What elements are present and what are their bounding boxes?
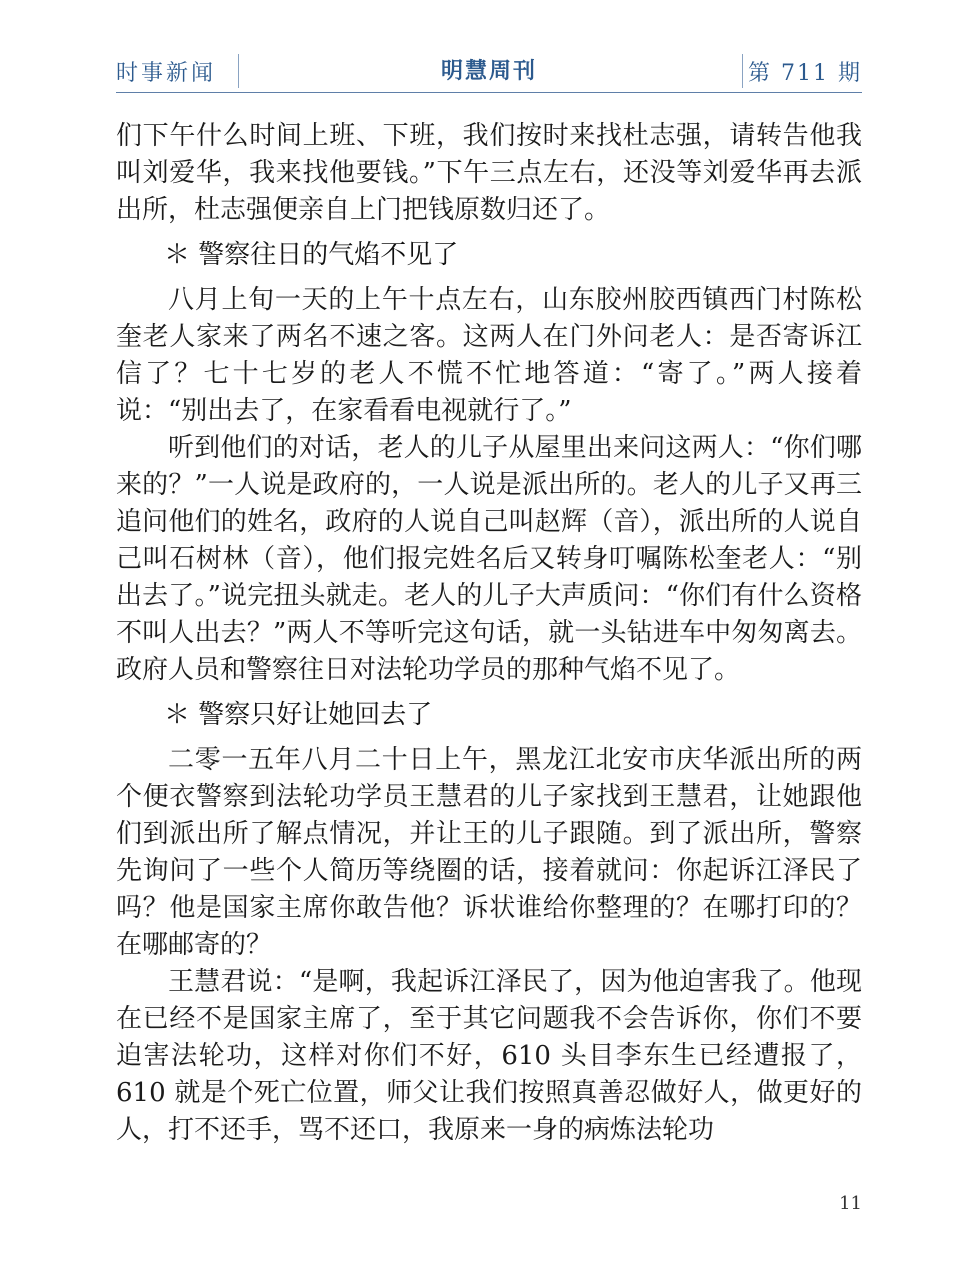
section-label: 时事新闻: [116, 61, 217, 86]
subheading-1: ＊ 警察往日的气焰不见了: [164, 240, 459, 270]
paragraph-5: 王慧君说：“是啊，我起诉江泽民了，因为他迫害我了。他现在已经不是国家主席了，至于其它问题我不会告诉你，你们不要迫害法轮功，这样对你们不好，610 头目李东生已经遭报了，610 就是个死亡位置，师父让我们按照真善忍做好人，做更好的人，打不还手，骂不还口，我原来一身的病炼法轮功: [116, 967, 862, 1145]
article-body: [116, 118, 862, 1149]
publication-title: 明慧周刊: [440, 59, 537, 84]
paragraph-1: 们下午什么时间上班、下班，我们按时来找杜志强，请转告他我叫刘爱华，我来找他要钱。”下午三点左右，还没等刘爱华再去派出所，杜志强便亲自上门把钱原数归还了。: [116, 121, 862, 225]
page-number: 11: [839, 1193, 862, 1214]
subheading-2: ＊ 警察只好让她回去了: [164, 700, 433, 730]
header-divider-right: [742, 54, 743, 88]
paragraph-3: 听到他们的对话，老人的儿子从屋里出来问这两人：“你们哪来的？”一人说是政府的，一人说是派出所的。老人的儿子又再三追问他们的姓名，政府的人说自己叫赵辉（音），派出所的人说自己叫石树林（音），他们报完姓名后又转身叮嘱陈松奎老人：“别出去了。”说完扭头就走。老人的儿子大声质问：“你们有什么资格不叫人出去？”两人不等听完这句话，就一头钻进车中匆匆离去。政府人员和警察往日对法轮功学员的那种气焰不见了。: [116, 433, 862, 685]
page-header: [116, 46, 862, 92]
header-rule: [116, 92, 862, 93]
paragraph-4: 二零一五年八月二十日上午，黑龙江北安市庆华派出所的两个便衣警察到法轮功学员王慧君的儿子家找到王慧君，让她跟他们到派出所了解点情况，并让王的儿子跟随。到了派出所，警察先询问了一些个人简历等绕圈的话，接着就问：你起诉江泽民了吗？他是国家主席你敢告他？诉状谁给你整理的？在哪打印的？在哪邮寄的？: [116, 745, 862, 960]
issue-number: 第 711 期: [748, 61, 862, 86]
paragraph-2: 八月上旬一天的上午十点左右，山东胶州胶西镇西门村陈松奎老人家来了两名不速之客。这两人在门外问老人：是否寄诉江信了？七十七岁的老人不慌不忙地答道：“寄了。”两人接着说：“别出去了，在家看看电视就行了。”: [116, 285, 862, 426]
